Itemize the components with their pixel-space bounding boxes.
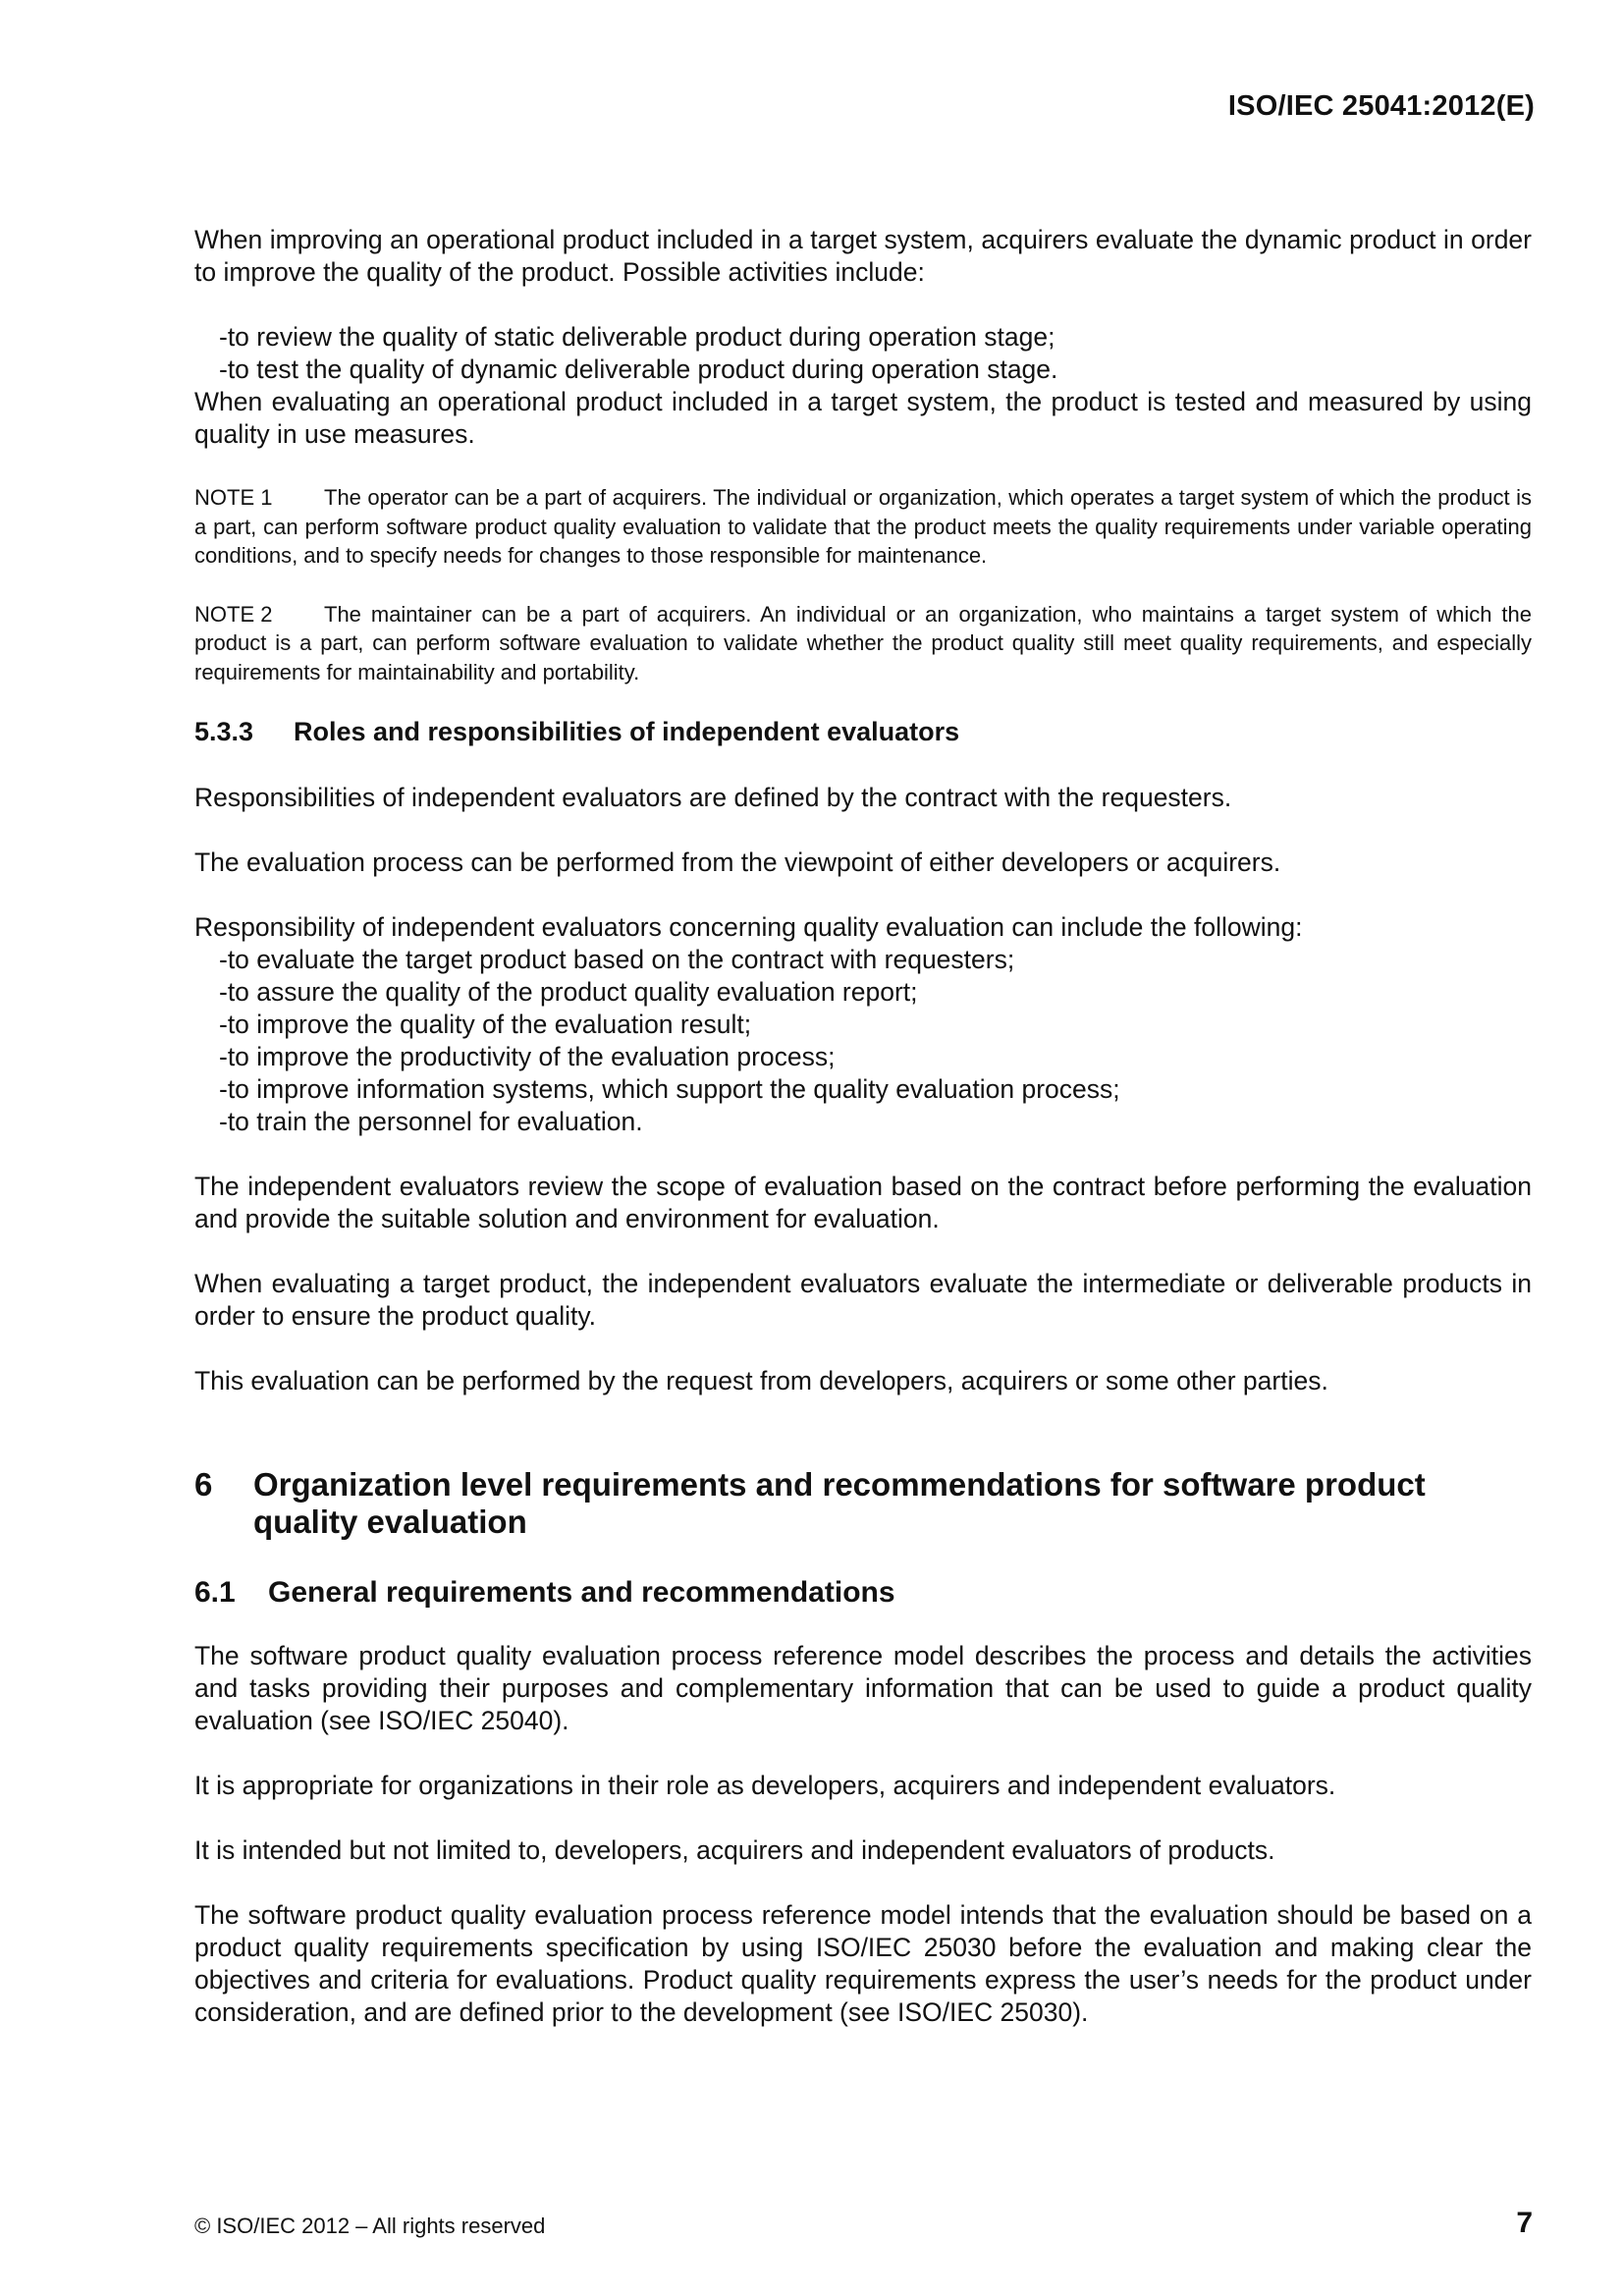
section-title: Roles and responsibilities of independent evaluators bbox=[294, 717, 960, 746]
note-label: NOTE 2 bbox=[194, 601, 273, 627]
section-title: General requirements and recommendations bbox=[268, 1576, 895, 1609]
section-number: 6.1 bbox=[194, 1576, 236, 1609]
bullet-list-operation bbox=[194, 321, 1532, 386]
list-item: -to improve information systems, which support the quality evaluation process; bbox=[219, 1074, 1120, 1104]
paragraph-requirements-spec: The software product quality evaluation process reference model intends that the evaluation should be based on a product quality requirements specification by using ISO/IEC 25030 before the evaluation and making clear the objectives and criteria for evaluations. Product quality requirements express the user’s needs for the product under consideration, and are defined prior to the development (see ISO/IEC 25030). bbox=[194, 1900, 1532, 2027]
paragraph-reference-model: The software product quality evaluation process reference model describes the process and details the activities and tasks providing their purposes and complementary information that can be used to guide a product quality evaluation (see ISO/IEC 25040). bbox=[194, 1641, 1532, 1735]
paragraph-appropriate: It is appropriate for organizations in their role as developers, acquirers and independent evaluators. bbox=[194, 1771, 1336, 1800]
paragraph-target-product: When evaluating a target product, the independent evaluators evaluate the intermediate or deliverable products in order to ensure the product quality. bbox=[194, 1269, 1532, 1331]
section-heading-6-1 bbox=[194, 1576, 1532, 1609]
section-number: 5.3.3 bbox=[194, 717, 254, 746]
note-1 bbox=[194, 483, 1532, 571]
section-heading-6 bbox=[194, 1466, 1532, 1541]
list-item: -to improve the productivity of the evaluation process; bbox=[219, 1042, 836, 1071]
paragraph-request: This evaluation can be performed by the request from developers, acquirers or some other parties. bbox=[194, 1366, 1328, 1395]
list-item: -to review the quality of static deliverable product during operation stage; bbox=[219, 322, 1055, 352]
list-item: -to assure the quality of the product quality evaluation report; bbox=[219, 977, 918, 1007]
paragraph-evaluating-operational: When evaluating an operational product included in a target system, the product is tested and measured by using quality in use measures. bbox=[194, 387, 1532, 449]
note-text: The maintainer can be a part of acquirers. An individual or an organization, who maintains a target system of which the product is a part, can perform software evaluation to validate whether the product quality still meet quality requirements, and especially requirements for maintainability and portability. bbox=[194, 601, 1532, 684]
paragraph-improving: When improving an operational product included in a target system, acquirers evaluate the dynamic product in order to improve the quality of the product. Possible activities include: bbox=[194, 225, 1532, 287]
paragraph-viewpoint: The evaluation process can be performed from the viewpoint of either developers or acquirers. bbox=[194, 847, 1281, 877]
list-item: -to train the personnel for evaluation. bbox=[219, 1107, 643, 1136]
list-item: -to evaluate the target product based on the contract with requesters; bbox=[219, 945, 1015, 974]
note-2 bbox=[194, 600, 1532, 687]
section-heading-5-3-3 bbox=[194, 716, 1532, 748]
paragraph-responsibility-intro: Responsibility of independent evaluators concerning quality evaluation can include the following: bbox=[194, 912, 1303, 942]
section-title: Organization level requirements and recommendations for software product quality evaluation bbox=[253, 1466, 1426, 1540]
footer-copyright: © ISO/IEC 2012 – All rights reserved bbox=[194, 2214, 546, 2238]
section-number: 6 bbox=[194, 1466, 213, 1503]
paragraph-responsibilities: Responsibilities of independent evaluators are defined by the contract with the requesters. bbox=[194, 783, 1232, 812]
document-body bbox=[194, 224, 1532, 2061]
paragraph-intended: It is intended but not limited to, developers, acquirers and independent evaluators of products. bbox=[194, 1835, 1275, 1865]
note-text: The operator can be a part of acquirers. The individual or organization, which operates a target system of which the product is a part, can perform software product quality evaluation to validate that the product meets the quality requirements under variable operating conditions, and to specify needs for changes to those responsible for maintenance. bbox=[194, 485, 1532, 568]
document-id-header: ISO/IEC 25041:2012(E) bbox=[1227, 90, 1535, 122]
list-item: -to improve the quality of the evaluation result; bbox=[219, 1010, 752, 1039]
bullet-list-responsibility bbox=[194, 944, 1532, 1138]
paragraph-review-scope: The independent evaluators review the scope of evaluation based on the contract before performing the evaluation and provide the suitable solution and environment for evaluation. bbox=[194, 1172, 1532, 1233]
page-number: 7 bbox=[1516, 2207, 1533, 2239]
note-label: NOTE 1 bbox=[194, 485, 273, 510]
list-item: -to test the quality of dynamic deliverable product during operation stage. bbox=[219, 355, 1058, 384]
